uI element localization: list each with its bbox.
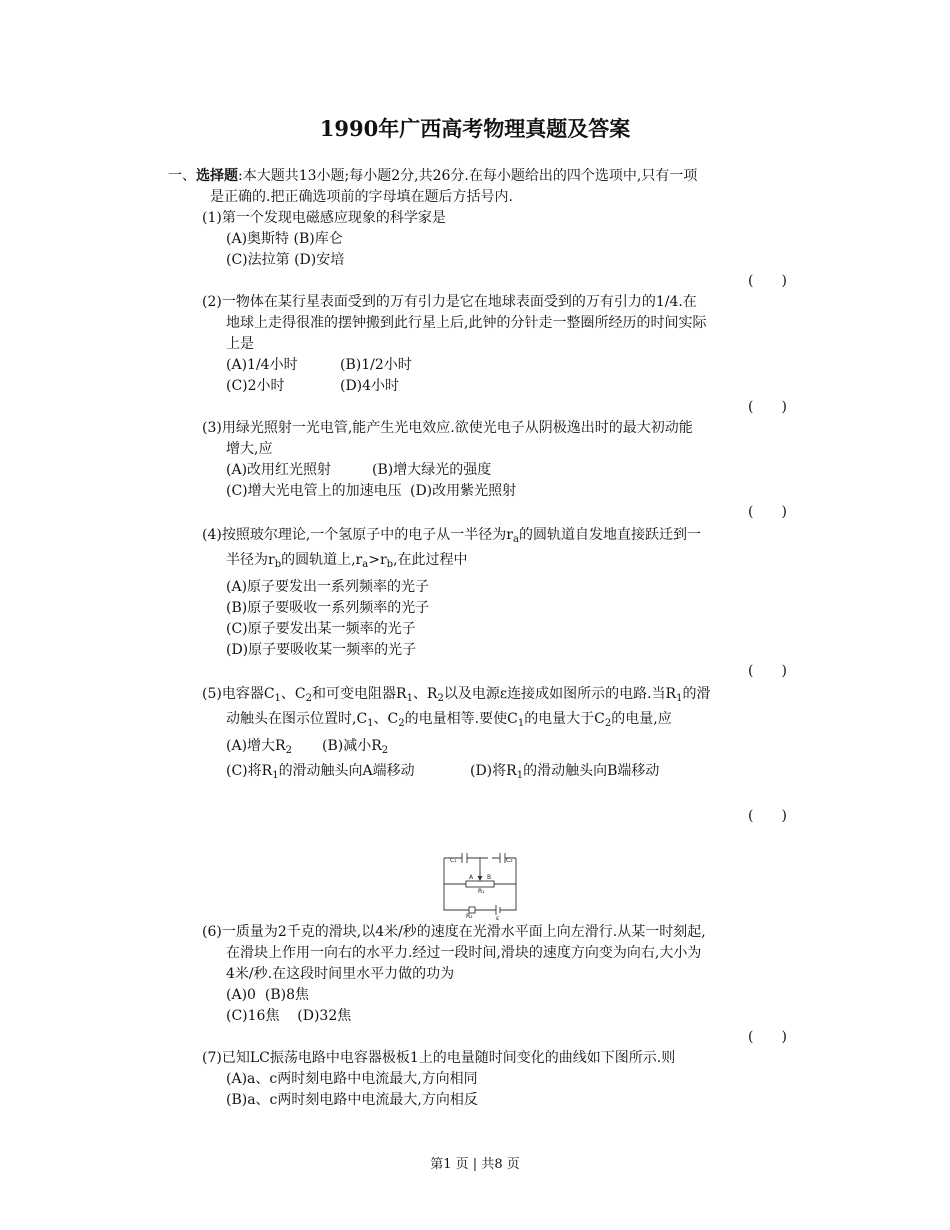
q3-option-d: (D)改用紫光照射	[410, 483, 517, 499]
label-a: A	[469, 874, 474, 881]
q7-option-a: (A)a、c两时刻电路中电流最大,方向相同	[226, 1071, 478, 1087]
q6-stem-line-3: 4米/秒.在这段时间里水平力做的功为	[226, 966, 455, 982]
q5-option-a: (A)增大$R_2$	[226, 738, 292, 756]
label-emf: ε	[496, 915, 500, 920]
section-intro	[168, 166, 697, 187]
q1-options-row-1	[226, 229, 343, 250]
q6-options-row-2	[226, 1006, 351, 1027]
q2-stem-line-1: (2)一物体在某行星表面受到的万有引力是它在地球表面受到的万有引力的1/4.在	[202, 294, 697, 310]
q3-option-c: (C)增大光电管上的加速电压	[226, 483, 402, 499]
q1-option-a: (A)奥斯特	[226, 231, 290, 247]
q5-answer-bracket: ( )	[748, 808, 787, 824]
section-intro-line-2: 是正确的.把正确选项前的字母填在题后方括号内.	[210, 189, 513, 205]
q5-stem-line-2: 动触头在图示位置时$,C_1$、$C_2$的电量相等.要使$C_1$的电量大于$C_2$的电量,应	[226, 711, 672, 729]
q1-option-c: (C)法拉第	[226, 252, 290, 268]
q6-stem-line-1: (6)一质量为2千克的滑块,以4米/秒的速度在光滑水平面上向左滑行.从某一时刻起,	[202, 924, 706, 940]
q6-options-row-1	[226, 985, 309, 1006]
section-number: 一、	[168, 168, 196, 184]
q2-answer-bracket: ( )	[748, 399, 787, 415]
q2-stem-line-3: 上是	[226, 336, 254, 352]
q2-option-b: (B)1/2小时	[340, 357, 412, 373]
q5-option-b: (B)减小$R_2$	[322, 738, 389, 756]
q3-stem-line-2: 增大,应	[226, 441, 273, 457]
q6-option-d: (D)32焦	[297, 1008, 352, 1024]
q6-option-c: (C)16焦	[226, 1008, 280, 1024]
q7-option-b: (B)a、c两时刻电路中电流最大,方向相反	[226, 1092, 478, 1108]
q1-answer-bracket: ( )	[748, 273, 787, 289]
label-c2: C₂	[506, 857, 513, 864]
q4-answer-bracket: ( )	[748, 663, 787, 679]
q7-stem: (7)已知LC振荡电路中电容器极板1上的电量随时间变化的曲线如下图所示.则	[202, 1050, 676, 1066]
q1-options-row-2	[226, 250, 344, 271]
q2-option-c: (C)2小时	[226, 378, 285, 394]
q3-option-a: (A)改用红光照射	[226, 462, 332, 478]
q4-stem-line-1: (4)按照玻尔理论,一个氢原子中的电子从一半径为$r_a$的圆轨道自发地直接跃迁到一	[202, 527, 701, 545]
label-r2: R₂	[466, 913, 473, 920]
q1-stem: (1)第一个发现电磁感应现象的科学家是	[202, 210, 446, 226]
q1-option-d: (D)安培	[294, 252, 345, 268]
q3-stem-line-1: (3)用绿光照射一光电管,能产生光电效应.欲使光电子从阴极逸出时的最大初动能	[202, 420, 693, 436]
label-b: B	[487, 874, 492, 881]
q4-option-b: (B)原子要吸收一系列频率的光子	[226, 600, 430, 616]
q6-stem-line-2: 在滑块上作用一向右的水平力.经过一段时间,滑块的速度方向变为向右,大小为	[226, 945, 702, 961]
q6-option-b: (B)8焦	[264, 987, 309, 1003]
q4-option-a: (A)原子要发出一系列频率的光子	[226, 579, 430, 595]
q2-stem-line-2: 地球上走得很准的摆钟搬到此行星上后,此钟的分针走一整圈所经历的时间实际	[226, 315, 707, 331]
q5-option-d: (D)将$R_1$的滑动触头向B端移动	[470, 763, 660, 781]
q1-option-b: (B)库仑	[293, 231, 343, 247]
section-label: 选择题	[196, 168, 238, 184]
section-intro-line-1: :本大题共13小题;每小题2分,共26分.在每小题给出的四个选项中,只有一项	[238, 168, 698, 184]
label-r1: R₁	[478, 888, 485, 895]
q6-answer-bracket: ( )	[748, 1029, 787, 1045]
q6-option-a: (A)0	[226, 987, 256, 1003]
q4-stem-line-2: 半径为$r_b$的圆轨道上$,r_a>r_b$,在此过程中	[226, 552, 468, 570]
q5-stem-line-1: (5)电容器$C_1$、$C_2$和可变电阻器$R_1$、$R_2$以及电源ε连接成如图所示的电路.当$R_1$的滑	[202, 686, 711, 704]
q5-circuit-diagram	[440, 850, 520, 920]
q4-option-d: (D)原子要吸收某一频率的光子	[226, 642, 417, 658]
page-title: 1990年广西高考物理真题及答案	[319, 116, 631, 141]
q2-option-a: (A)1/4小时	[226, 357, 298, 373]
page-footer: 第1 页 | 共8 页	[430, 1157, 520, 1172]
q3-answer-bracket: ( )	[748, 504, 787, 520]
q3-option-b: (B)增大绿光的强度	[372, 462, 492, 478]
label-c1: C₁	[450, 857, 457, 864]
q4-option-c: (C)原子要发出某一频率的光子	[226, 621, 416, 637]
q2-option-d: (D)4小时	[340, 378, 400, 394]
q5-option-c: (C)将$R_1$的滑动触头向A端移动	[226, 763, 415, 781]
